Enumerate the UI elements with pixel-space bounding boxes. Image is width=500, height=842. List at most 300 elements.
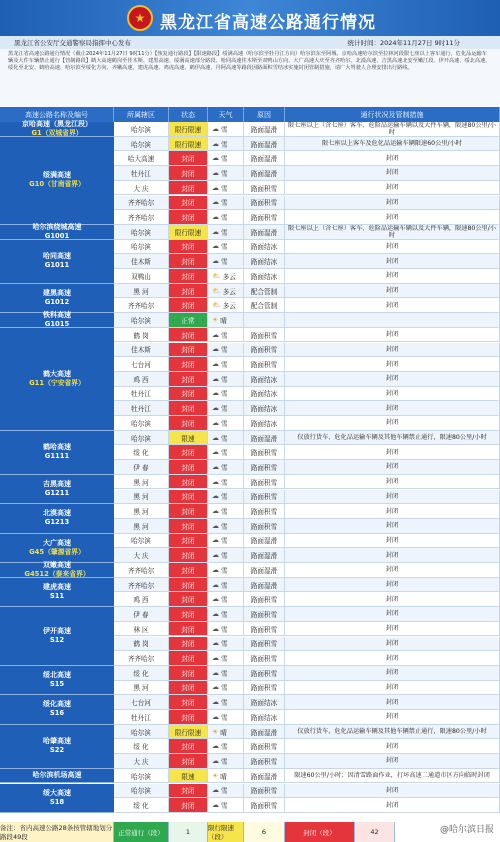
row-status: 限速 bbox=[169, 769, 208, 784]
road-name: 建虎高速 bbox=[43, 582, 71, 591]
snow-cloud-icon: ☁ bbox=[212, 521, 219, 530]
row-status: 封闭 bbox=[169, 534, 208, 549]
weather-text: 晴 bbox=[220, 316, 227, 325]
row-measures: 封闭 bbox=[285, 490, 500, 505]
weather-text: 雪 bbox=[221, 552, 228, 561]
row-measures: 封闭 bbox=[285, 372, 500, 387]
row-status: 封闭 bbox=[169, 269, 208, 284]
row-measures: 封闭 bbox=[285, 196, 500, 211]
snow-cloud-icon: ☁ bbox=[212, 213, 219, 222]
row-reason: 路面积雪 bbox=[244, 210, 285, 225]
row-measures: 封闭 bbox=[285, 298, 500, 313]
sun-icon: ☀ bbox=[212, 315, 219, 324]
snow-cloud-icon: ☁ bbox=[212, 801, 219, 810]
snow-cloud-icon: ☁ bbox=[212, 168, 219, 177]
road-name-cell bbox=[0, 534, 114, 563]
watermark: @哈尔滨日报 bbox=[439, 825, 494, 835]
snow-cloud-icon: ☁ bbox=[212, 389, 219, 398]
row-reason: 路面积雪 bbox=[244, 784, 285, 799]
row-status: 封闭 bbox=[169, 240, 208, 255]
road-name: 哈尔滨机场高速 bbox=[32, 771, 82, 780]
row-weather bbox=[208, 210, 244, 225]
row-measures: 封闭 bbox=[285, 210, 500, 225]
row-weather bbox=[208, 445, 244, 460]
row-district: 哈尔滨 bbox=[114, 225, 169, 240]
row-reason: 路面结冰 bbox=[244, 710, 285, 725]
row-status: 封闭 bbox=[169, 666, 208, 681]
row-status: 封闭 bbox=[169, 328, 208, 343]
road-code: G1（双城省界） bbox=[31, 128, 83, 137]
row-measures: 限速60公里/小时；因清雪路面作业，打坏高速二通道市区方向临时封闭 bbox=[285, 769, 500, 784]
row-district: 绥 化 bbox=[114, 666, 169, 681]
snow-cloud-icon: ☁ bbox=[212, 242, 219, 251]
row-district: 牡丹江 bbox=[114, 710, 169, 725]
row-reason: 路面积雪 bbox=[244, 622, 285, 637]
row-status: 封闭 bbox=[169, 210, 208, 225]
page-title: 黑龙江省高速公路通行情况 bbox=[160, 13, 376, 33]
footer-closed-label: 封闭（段） bbox=[285, 822, 355, 842]
road-name-cell bbox=[0, 137, 114, 225]
row-reason: 路面积雪 bbox=[244, 519, 285, 534]
weather-text: 多云 bbox=[222, 287, 236, 296]
weather-text: 雪 bbox=[221, 434, 228, 443]
road-name-cell bbox=[0, 560, 114, 578]
row-weather bbox=[208, 254, 244, 269]
row-weather bbox=[208, 416, 244, 431]
partly-cloudy-icon: ⛅ bbox=[212, 301, 221, 310]
weather-text: 雪 bbox=[221, 243, 228, 252]
row-weather bbox=[208, 387, 244, 402]
row-district: 黑 河 bbox=[114, 519, 169, 534]
sub-header bbox=[0, 36, 500, 49]
road-code: G45（肇源省界） bbox=[29, 547, 85, 556]
row-measures: 封闭 bbox=[285, 460, 500, 475]
row-weather bbox=[208, 372, 244, 387]
row-measures: 封闭 bbox=[285, 166, 500, 181]
row-district: 绥 化 bbox=[114, 739, 169, 754]
road-name-cell bbox=[0, 666, 114, 695]
row-reason: 配合管制 bbox=[244, 284, 285, 299]
row-district: 哈尔滨 bbox=[114, 416, 169, 431]
row-weather bbox=[208, 401, 244, 416]
row-district: 哈尔滨 bbox=[114, 137, 169, 152]
row-district: 齐齐哈尔 bbox=[114, 651, 169, 666]
road-code: G1213 bbox=[44, 518, 70, 527]
row-weather bbox=[208, 298, 244, 313]
row-measures: 封闭 bbox=[285, 710, 500, 725]
row-measures: 限七座以上客车及危化品运输车辆限速60公里/小时 bbox=[285, 137, 500, 152]
row-weather bbox=[208, 460, 244, 475]
weather-text: 雪 bbox=[221, 787, 228, 796]
row-district: 双鸭山 bbox=[114, 269, 169, 284]
row-status: 正常 bbox=[169, 313, 208, 328]
road-code: S11 bbox=[49, 591, 65, 600]
row-reason: 路面积雪 bbox=[244, 651, 285, 666]
road-name: 京哈高速（黑龙江段） bbox=[22, 119, 92, 128]
road-name: 绥大高速 bbox=[43, 788, 71, 797]
road-code: G1211 bbox=[44, 488, 70, 497]
row-status: 封闭 bbox=[169, 416, 208, 431]
row-reason: 路面积雪 bbox=[244, 445, 285, 460]
footer-remark: 备注：省内高速公路28条按管辖地划分路段49段 bbox=[0, 824, 113, 841]
snow-cloud-icon: ☁ bbox=[212, 639, 219, 648]
road-code: G10（甘南省界） bbox=[29, 180, 85, 189]
row-status: 限行限速 bbox=[169, 225, 208, 240]
row-district: 牡丹江 bbox=[114, 387, 169, 402]
row-measures: 仅放行货车、危化品运输车辆及其他车辆禁止通行，限速80公里/小时 bbox=[285, 725, 500, 740]
road-code: G1001 bbox=[44, 231, 70, 240]
row-district: 哈尔滨 bbox=[114, 725, 169, 740]
weather-text: 多云 bbox=[222, 302, 236, 311]
row-district: 哈尔滨 bbox=[114, 431, 169, 446]
row-status: 限行限速 bbox=[169, 725, 208, 740]
snow-cloud-icon: ☁ bbox=[212, 654, 219, 663]
road-code: G11（宁安省界） bbox=[29, 378, 85, 387]
footer-normal-count: 1 bbox=[169, 822, 208, 842]
row-weather bbox=[208, 798, 244, 813]
row-district: 黑 河 bbox=[114, 475, 169, 490]
snow-cloud-icon: ☁ bbox=[212, 227, 219, 236]
row-status: 限行限速 bbox=[169, 122, 208, 137]
weather-text: 雪 bbox=[221, 125, 228, 134]
row-district: 齐齐哈尔 bbox=[114, 196, 169, 211]
footer-limit-count: 6 bbox=[244, 822, 285, 842]
row-district: 大 庆 bbox=[114, 548, 169, 563]
snow-cloud-icon: ☁ bbox=[212, 257, 219, 266]
road-name: 哈肇高速 bbox=[43, 737, 71, 746]
row-reason: 路面湿滑 bbox=[244, 137, 285, 152]
header-bar bbox=[0, 0, 500, 36]
row-reason: 配合管制 bbox=[244, 298, 285, 313]
col-header-measures: 通行状况及管制措施 bbox=[285, 107, 500, 122]
weather-text: 雪 bbox=[221, 493, 228, 502]
row-measures: 封闭 bbox=[285, 343, 500, 358]
row-district: 绥 化 bbox=[114, 798, 169, 813]
row-district: 鸡 西 bbox=[114, 372, 169, 387]
road-code: S18 bbox=[49, 797, 65, 806]
weather-text: 雪 bbox=[221, 478, 228, 487]
row-reason: 路面结冰 bbox=[244, 695, 285, 710]
row-district: 黑 河 bbox=[114, 504, 169, 519]
sun-icon: ☀ bbox=[212, 727, 219, 736]
col-header-road: 高速公路名称及编号 bbox=[0, 107, 114, 122]
row-reason: 路面湿滑 bbox=[244, 225, 285, 240]
row-reason: 路面湿滑 bbox=[244, 769, 285, 784]
row-reason: 路面积雪 bbox=[244, 592, 285, 607]
row-measures: 封闭 bbox=[285, 563, 500, 578]
snow-cloud-icon: ☁ bbox=[212, 477, 219, 486]
road-name: 建黑高速 bbox=[43, 288, 71, 297]
row-weather bbox=[208, 548, 244, 563]
row-district: 齐齐哈尔 bbox=[114, 298, 169, 313]
row-measures: 封闭 bbox=[285, 798, 500, 813]
row-status: 封闭 bbox=[169, 357, 208, 372]
row-measures: 封闭 bbox=[285, 181, 500, 196]
weather-text: 雪 bbox=[221, 640, 228, 649]
footer-closed-count: 42 bbox=[355, 822, 395, 842]
row-weather bbox=[208, 166, 244, 181]
row-status: 封闭 bbox=[169, 563, 208, 578]
row-measures: 仅放行货车、危化品运输车辆及其他车辆禁止通行，限速80公里/小时 bbox=[285, 431, 500, 446]
weather-text: 雪 bbox=[221, 169, 228, 178]
road-name-cell bbox=[0, 769, 114, 784]
row-weather bbox=[208, 784, 244, 799]
row-reason: 路面积雪 bbox=[244, 754, 285, 769]
weather-text: 雪 bbox=[221, 463, 228, 472]
weather-text: 雪 bbox=[221, 140, 228, 149]
weather-text: 雪 bbox=[221, 699, 228, 708]
road-name-cell bbox=[0, 284, 114, 313]
row-measures: 封闭 bbox=[285, 284, 500, 299]
row-weather bbox=[208, 225, 244, 240]
road-code: G1011 bbox=[44, 261, 70, 270]
row-district: 哈尔滨 bbox=[114, 122, 169, 137]
row-district: 黑 河 bbox=[114, 284, 169, 299]
col-header-reason: 原因 bbox=[244, 107, 285, 122]
row-weather bbox=[208, 357, 244, 372]
road-code: S22 bbox=[49, 746, 65, 755]
row-status: 封闭 bbox=[169, 196, 208, 211]
weather-text: 雪 bbox=[221, 419, 228, 428]
row-measures: 封闭 bbox=[285, 666, 500, 681]
road-code: S15 bbox=[49, 680, 65, 689]
row-measures: 封闭 bbox=[285, 651, 500, 666]
snow-cloud-icon: ☁ bbox=[212, 683, 219, 692]
row-measures: 封闭 bbox=[285, 592, 500, 607]
weather-text: 雪 bbox=[221, 713, 228, 722]
weather-text: 雪 bbox=[221, 684, 228, 693]
row-status: 封闭 bbox=[169, 387, 208, 402]
snow-cloud-icon: ☁ bbox=[212, 433, 219, 442]
row-reason: 路面积雪 bbox=[244, 460, 285, 475]
weather-text: 雪 bbox=[221, 361, 228, 370]
row-weather bbox=[208, 151, 244, 166]
row-weather bbox=[208, 563, 244, 578]
road-name-cell bbox=[0, 475, 114, 504]
row-status: 封闭 bbox=[169, 695, 208, 710]
row-status: 封闭 bbox=[169, 284, 208, 299]
row-weather bbox=[208, 622, 244, 637]
row-district: 黑 河 bbox=[114, 490, 169, 505]
row-weather bbox=[208, 681, 244, 696]
row-reason: 路面湿滑 bbox=[244, 563, 285, 578]
weather-text: 雪 bbox=[221, 743, 228, 752]
row-weather bbox=[208, 504, 244, 519]
road-name: 大广高速 bbox=[43, 538, 71, 547]
row-weather bbox=[208, 475, 244, 490]
road-name: 哈同高速 bbox=[43, 252, 71, 261]
weather-text: 雪 bbox=[221, 449, 228, 458]
row-measures: 封闭 bbox=[285, 607, 500, 622]
row-reason: 路面湿滑 bbox=[244, 431, 285, 446]
snow-cloud-icon: ☁ bbox=[212, 183, 219, 192]
road-name-cell bbox=[0, 578, 114, 607]
row-status: 封闭 bbox=[169, 592, 208, 607]
road-name: 北漠高速 bbox=[43, 509, 71, 518]
row-status: 封闭 bbox=[169, 754, 208, 769]
notice-text: 黑龙江省高速公路通行情况（截止2024年11月27日 9时11分）【恢复通行路段】【限速路段】绥满高速（哈尔滨至牡丹江方向）哈尔滨东至阿城、京哈高速哈尔滨至拉林河段限七座以上客车通行，危化品运输车辆及大件车辆禁止通行【管制路段】鹤大高速鹤岗至佳木斯、建黑高速、绥满高速部分路段、哈同高速佳木斯至双鸭山方向、大广高速大庆至齐齐哈尔、北漠高速、吉黑高速北安至嫩江段、伊开高速、绥北高速、绥化至北安、鹤哈高速、哈尔滨至绥化方向、齐嫩高速、建虎高速、鸡虎高速、鹤伊高速、丹阿高速等路段因路面积雪结冰实施封闭管制措施，请广大驾驶人合理安排出行路线。 bbox=[0, 49, 500, 107]
snow-cloud-icon: ☁ bbox=[212, 668, 219, 677]
weather-text: 雪 bbox=[221, 610, 228, 619]
row-reason: 路面积雪 bbox=[244, 490, 285, 505]
weather-text: 雪 bbox=[221, 596, 228, 605]
weather-text: 雪 bbox=[221, 405, 228, 414]
col-header-district: 所属辖区 bbox=[114, 107, 169, 122]
row-reason: 路面湿滑 bbox=[244, 151, 285, 166]
row-measures: 封闭 bbox=[285, 416, 500, 431]
row-weather bbox=[208, 284, 244, 299]
weather-text: 雪 bbox=[221, 375, 228, 384]
road-name: 伊开高速 bbox=[43, 626, 71, 635]
row-weather bbox=[208, 534, 244, 549]
weather-text: 雪 bbox=[221, 228, 228, 237]
row-district: 牡丹江 bbox=[114, 401, 169, 416]
road-name: 绥化高速 bbox=[43, 700, 71, 709]
row-weather bbox=[208, 651, 244, 666]
road-name: 鹤大高速 bbox=[43, 369, 71, 378]
row-district: 大 庆 bbox=[114, 754, 169, 769]
row-district: 鸡 西 bbox=[114, 592, 169, 607]
row-reason: 路面结冰 bbox=[244, 269, 285, 284]
row-measures bbox=[285, 313, 500, 328]
row-measures: 封闭 bbox=[285, 578, 500, 593]
weather-text: 雪 bbox=[221, 655, 228, 664]
weather-text: 雪 bbox=[221, 390, 228, 399]
snow-cloud-icon: ☁ bbox=[212, 360, 219, 369]
road-name-cell bbox=[0, 328, 114, 431]
road-name-cell bbox=[0, 119, 114, 137]
road-code: G1111 bbox=[44, 452, 70, 461]
snow-cloud-icon: ☁ bbox=[212, 565, 219, 574]
row-weather bbox=[208, 666, 244, 681]
row-measures: 封闭 bbox=[285, 784, 500, 799]
weather-text: 雪 bbox=[221, 537, 228, 546]
snow-cloud-icon: ☁ bbox=[212, 462, 219, 471]
weather-text: 雪 bbox=[221, 258, 228, 267]
row-status: 封闭 bbox=[169, 739, 208, 754]
row-weather bbox=[208, 269, 244, 284]
row-status: 封闭 bbox=[169, 504, 208, 519]
police-emblem-icon: ★ bbox=[127, 5, 153, 31]
weather-text: 雪 bbox=[221, 184, 228, 193]
weather-text: 雪 bbox=[221, 802, 228, 811]
snow-cloud-icon: ☁ bbox=[212, 124, 219, 133]
road-name-cell bbox=[0, 784, 114, 813]
row-weather bbox=[208, 313, 244, 328]
row-status: 封闭 bbox=[169, 637, 208, 652]
row-measures: 封闭 bbox=[285, 151, 500, 166]
row-reason: 路面积雪 bbox=[244, 607, 285, 622]
sun-icon: ☀ bbox=[212, 771, 219, 780]
row-measures: 限七座以上（含七座）客车、危险品运输车辆以及大件车辆，限速80公里/小时 bbox=[285, 122, 500, 137]
row-measures: 封闭 bbox=[285, 739, 500, 754]
row-reason: 路面湿滑 bbox=[244, 725, 285, 740]
snow-cloud-icon: ☁ bbox=[212, 786, 219, 795]
row-reason: 路面积雪 bbox=[244, 504, 285, 519]
row-measures: 封闭 bbox=[285, 519, 500, 534]
row-district: 佳木斯 bbox=[114, 254, 169, 269]
row-measures: 封闭 bbox=[285, 622, 500, 637]
road-name: 绥北高速 bbox=[43, 671, 71, 680]
row-district: 大 庆 bbox=[114, 181, 169, 196]
row-reason: 路面结冰 bbox=[244, 240, 285, 255]
row-reason: 路面积雪 bbox=[244, 475, 285, 490]
row-district: 哈尔滨 bbox=[114, 313, 169, 328]
snow-cloud-icon: ☁ bbox=[212, 580, 219, 589]
row-district: 齐齐哈尔 bbox=[114, 210, 169, 225]
row-weather bbox=[208, 637, 244, 652]
row-district: 伊 春 bbox=[114, 460, 169, 475]
weather-text: 雪 bbox=[221, 199, 228, 208]
weather-text: 雪 bbox=[221, 566, 228, 575]
row-measures: 封闭 bbox=[285, 328, 500, 343]
row-status: 限行限速 bbox=[169, 137, 208, 152]
row-reason: 路面积雪 bbox=[244, 739, 285, 754]
road-name: 铁科高速 bbox=[43, 310, 71, 319]
row-weather bbox=[208, 519, 244, 534]
weather-text: 雪 bbox=[221, 346, 228, 355]
weather-text: 雪 bbox=[221, 522, 228, 531]
row-district: 齐齐哈尔 bbox=[114, 563, 169, 578]
row-weather bbox=[208, 592, 244, 607]
road-name-cell bbox=[0, 431, 114, 475]
row-measures: 封闭 bbox=[285, 504, 500, 519]
row-measures: 封闭 bbox=[285, 548, 500, 563]
snow-cloud-icon: ☁ bbox=[212, 551, 219, 560]
row-weather bbox=[208, 196, 244, 211]
row-status: 封闭 bbox=[169, 681, 208, 696]
row-reason: 路面积雪 bbox=[244, 681, 285, 696]
weather-text: 雪 bbox=[221, 669, 228, 678]
row-status: 封闭 bbox=[169, 151, 208, 166]
road-code: S16 bbox=[49, 709, 65, 718]
road-code: G1012 bbox=[44, 297, 70, 306]
snow-cloud-icon: ☁ bbox=[212, 712, 219, 721]
weather-text: 晴 bbox=[220, 772, 227, 781]
row-district: 黑 河 bbox=[114, 681, 169, 696]
weather-text: 雪 bbox=[221, 508, 228, 517]
road-name-cell bbox=[0, 504, 114, 533]
row-status: 封闭 bbox=[169, 784, 208, 799]
road-code: S12 bbox=[49, 635, 65, 644]
snow-cloud-icon: ☁ bbox=[212, 404, 219, 413]
row-measures: 封闭 bbox=[285, 401, 500, 416]
row-district: 佳木斯 bbox=[114, 343, 169, 358]
road-name: 双嫩高速 bbox=[43, 560, 71, 569]
row-reason: 路面积雪 bbox=[244, 328, 285, 343]
road-name-cell bbox=[0, 695, 114, 724]
row-measures: 封闭 bbox=[285, 387, 500, 402]
row-district: 伊 春 bbox=[114, 607, 169, 622]
row-status: 封闭 bbox=[169, 710, 208, 725]
snow-cloud-icon: ☁ bbox=[212, 756, 219, 765]
row-reason bbox=[244, 313, 285, 328]
weather-text: 雪 bbox=[221, 625, 228, 634]
weather-text: 雪 bbox=[221, 155, 228, 164]
row-status: 封闭 bbox=[169, 166, 208, 181]
partly-cloudy-icon: ⛅ bbox=[212, 286, 221, 295]
row-measures: 封闭 bbox=[285, 475, 500, 490]
weather-text: 雪 bbox=[221, 214, 228, 223]
row-measures: 封闭 bbox=[285, 445, 500, 460]
row-weather bbox=[208, 181, 244, 196]
row-reason: 路面积雪 bbox=[244, 666, 285, 681]
road-name-cell bbox=[0, 607, 114, 666]
snow-cloud-icon: ☁ bbox=[212, 698, 219, 707]
row-district: 七台河 bbox=[114, 695, 169, 710]
row-reason: 路面积雪 bbox=[244, 798, 285, 813]
row-district: 鹤 岗 bbox=[114, 637, 169, 652]
